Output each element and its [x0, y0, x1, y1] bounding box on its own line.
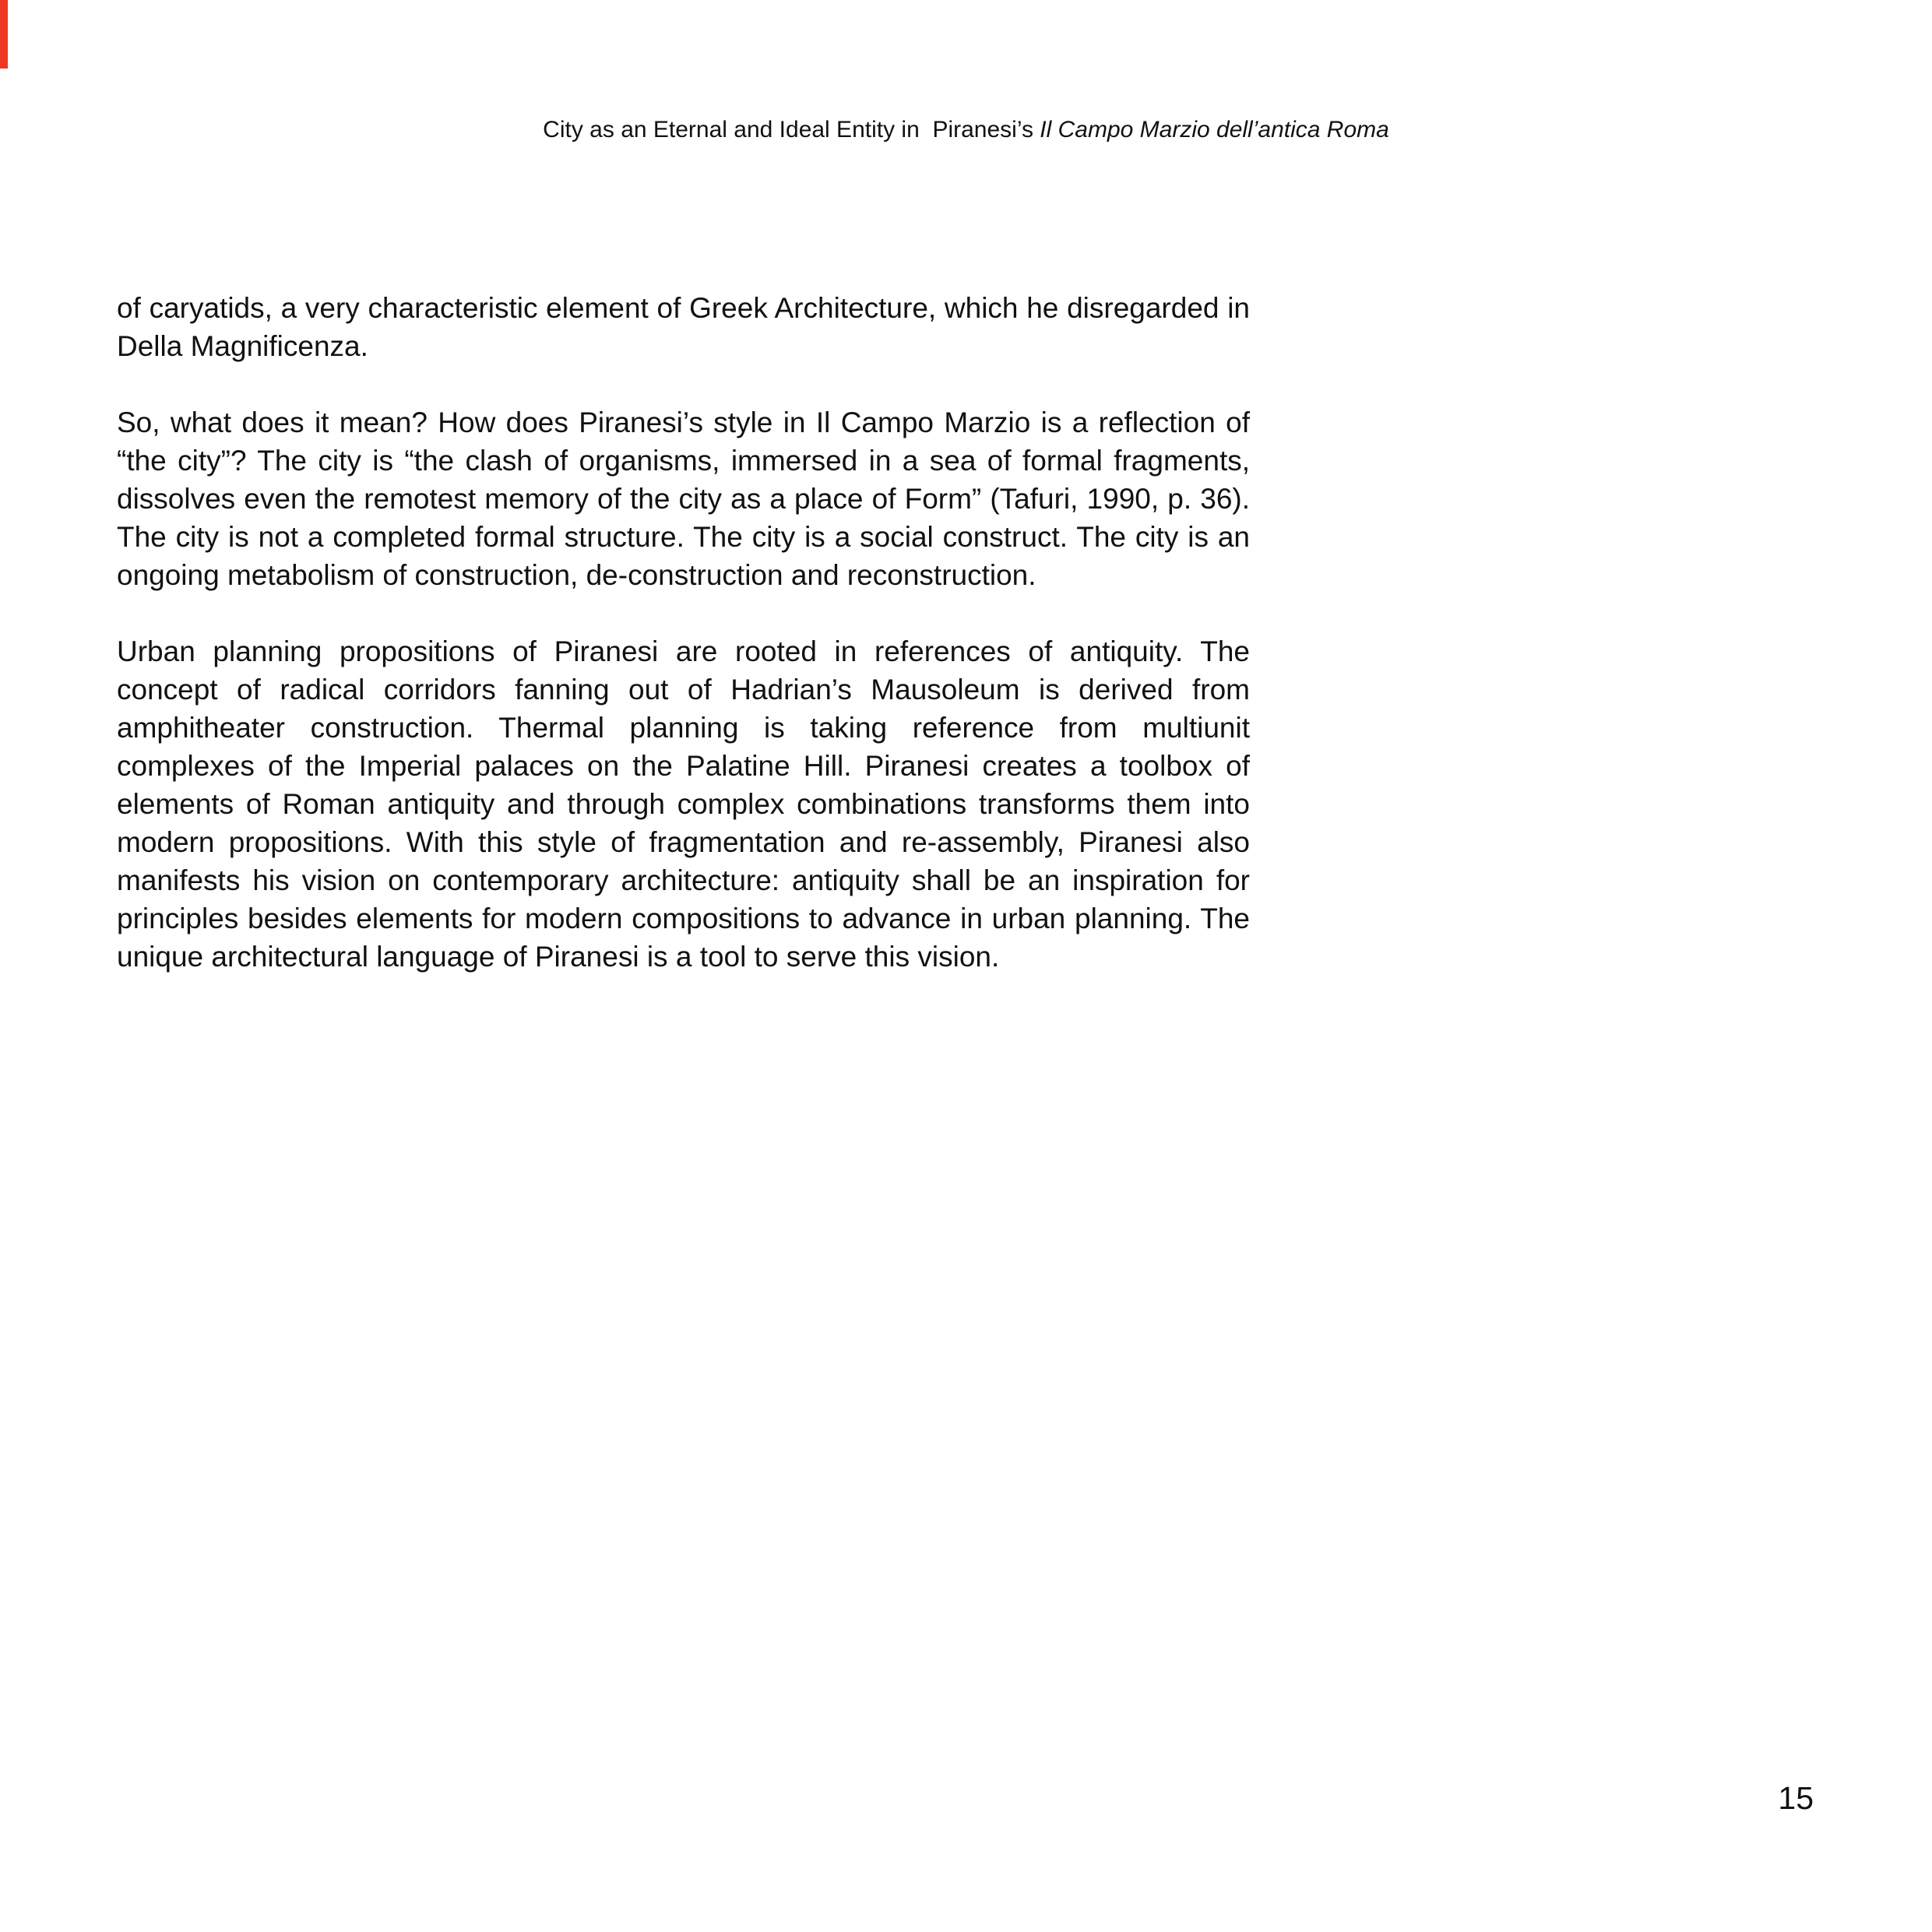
running-header — [0, 115, 1932, 145]
body-paragraph: of caryatids, a very characteristic element of Greek Architecture, which he disregarded in Della Magnificenza. — [117, 292, 1250, 362]
body-paragraph: Urban planning propositions of Piranesi are rooted in references of antiquity. The concept of radical corridors fanning out of Hadrian’s Mausoleum is derived from amphitheater construction. Thermal planning is taking reference from multiunit complexes of the Imperial palaces on the Palatine Hill. Piranesi creates a toolbox of elements of Roman antiquity and through complex combinations transforms them into modern propositions. With this style of fragmentation and re-assembly, Piranesi also manifests his vision on contemporary architecture: antiquity shall be an inspiration for principles besides elements for modern compositions to advance in urban planning. The unique architectural language of Piranesi is a tool to serve this vision. — [117, 635, 1250, 973]
brand-accent-bar — [0, 0, 8, 69]
running-header-text: City as an Eternal and Ideal Entity in Piranesi’s — [543, 117, 1040, 143]
body-paragraph: So, what does it mean? How does Piranesi’s style in Il Campo Marzio is a reflection of “the city”? The city is “the clash of organisms, immersed in a sea of formal fragments, dissolves even the remotest memory of the city as a place of Form” (Tafuri, 1990, p. 36). The city is not a completed formal structure. The city is a social construct. The city is an ongoing metabolism of construction, de-construction and reconstruction. — [117, 406, 1250, 591]
page-number: 15 — [1778, 1780, 1814, 1816]
running-header-book-title: Il Campo Marzio dell’antica Roma — [1040, 117, 1389, 143]
body-text-block — [117, 289, 1250, 1014]
